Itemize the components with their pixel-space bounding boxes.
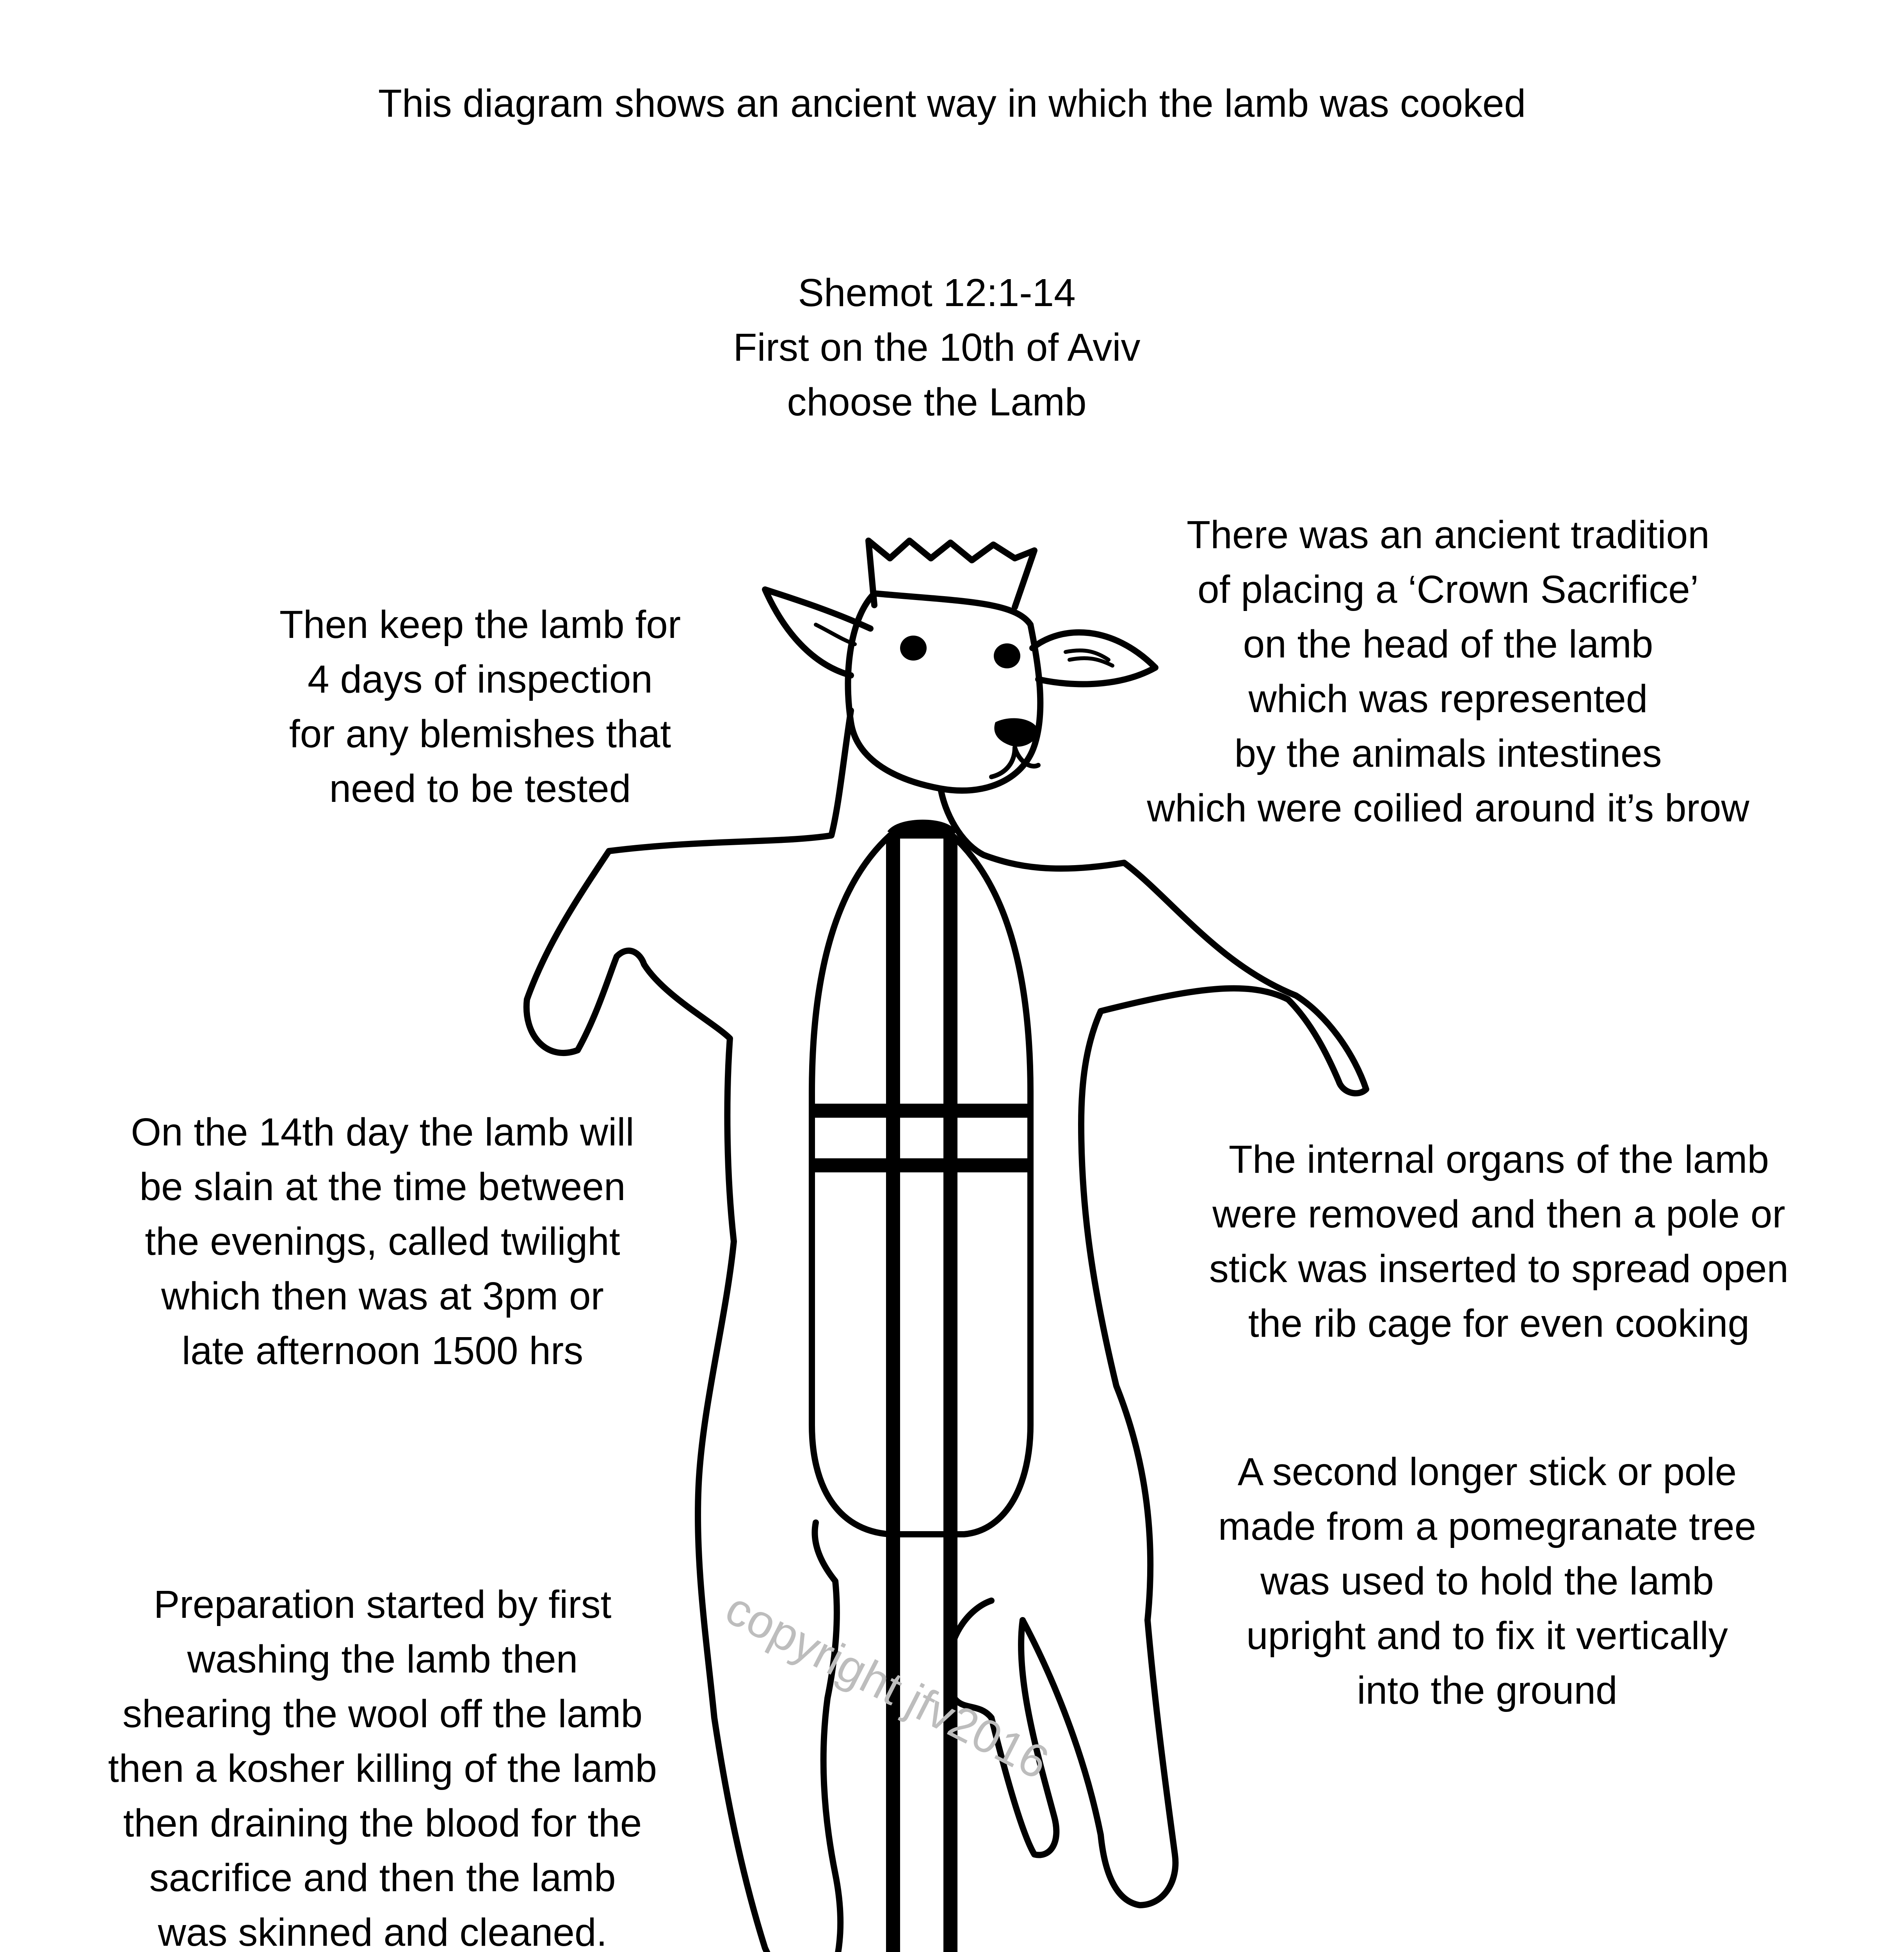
prep-line: washing the lamb then (187, 1637, 578, 1681)
preparation-annotation (31, 1577, 734, 1952)
keep-line: 4 days of inspection (308, 657, 653, 701)
diagram-title (0, 76, 1904, 131)
prep-line: shearing the wool off the lamb (122, 1692, 643, 1736)
pole-line: A second longer stick or pole (1237, 1450, 1737, 1494)
pole-line: was used to hold the lamb (1260, 1559, 1714, 1603)
organs-line: stick was inserted to spread open (1209, 1247, 1789, 1291)
prep-line: then a kosher killing of the lamb (108, 1747, 657, 1790)
slain-line: late afternoon 1500 hrs (182, 1329, 584, 1373)
organs-line: The internal organs of the lamb (1228, 1138, 1769, 1181)
keep-line: Then keep the lamb for (279, 603, 681, 647)
lamb-left-eye (900, 636, 927, 661)
slain-line: be slain at the time between (139, 1165, 626, 1209)
keep-line: for any blemishes that (289, 712, 671, 756)
keep-line: need to be tested (329, 767, 631, 810)
crown-line: which was represented (1248, 677, 1648, 721)
lamb-rib-cavity (812, 835, 1030, 1534)
crown-line: of placing a ‘Crown Sacrifice’ (1198, 568, 1699, 611)
crown-annotation (999, 508, 1897, 835)
pole-line: made from a pomegranate tree (1218, 1505, 1756, 1548)
crown-line: on the head of the lamb (1243, 622, 1653, 666)
copyright-watermark: copyright jfv2016 (717, 1582, 1057, 1790)
inspection-annotation (148, 597, 812, 816)
pole-line: into the ground (1357, 1669, 1618, 1712)
organs-line: the rib cage for even cooking (1248, 1302, 1750, 1345)
prep-line: then draining the blood for the (123, 1801, 642, 1845)
pole-line: upright and to fix it vertically (1246, 1614, 1728, 1658)
title-text: This diagram shows an ancient way in which the lamb was cooked (378, 82, 1526, 125)
organs-annotation (1116, 1132, 1881, 1351)
prep-line: was skinned and cleaned. (158, 1911, 607, 1952)
slain-line: which then was at 3pm or (161, 1274, 604, 1318)
crown-line: by the animals intestines (1234, 732, 1662, 775)
slain-line: the evenings, called twilight (145, 1220, 620, 1263)
slain-line: On the 14th day the lamb will (131, 1110, 634, 1154)
intro-note (605, 265, 1269, 429)
slaying-annotation (39, 1105, 726, 1378)
prep-line: sacrifice and then the lamb (149, 1856, 616, 1900)
prep-line: Preparation started by first (153, 1583, 612, 1626)
intro-line: First on the 10th of Aviv (733, 326, 1141, 369)
intro-line: Shemot 12:1-14 (798, 271, 1076, 315)
organs-line: were removed and then a pole or (1212, 1192, 1785, 1236)
crown-line: There was an ancient tradition (1187, 513, 1710, 557)
pole-annotation (1112, 1444, 1862, 1718)
intro-line: choose the Lamb (787, 380, 1087, 424)
crown-line: which were coilied around it’s brow (1147, 786, 1749, 830)
